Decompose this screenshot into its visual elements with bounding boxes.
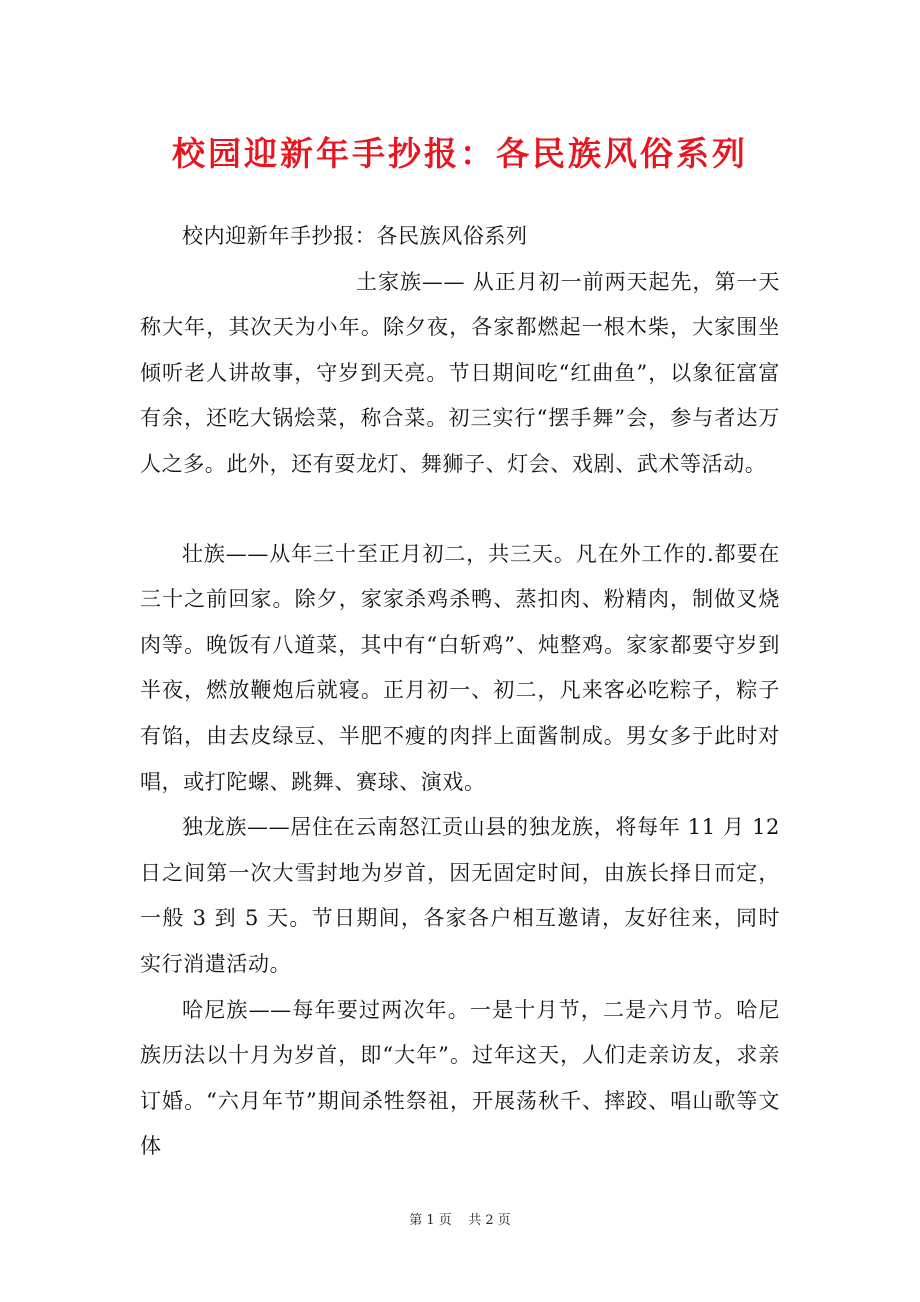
page-number-current: 第 1 页: [409, 1213, 452, 1228]
paragraph-zhuang: 壮族——从年三十至正月初二，共三天。凡在外工作的.都要在三十之前回家。除夕，家家杀鸡杀鸭、蒸扣肉、粉精肉，制做叉烧肉等。晚饭有八道菜，其中有“白斩鸡”、炖整鸡。家家都要守岁到半夜，燃放鞭炮后就寝。正月初一、初二，凡来客必吃粽子，粽子有馅，由去皮绿豆、半肥不瘦的肉拌上面酱制成。男女多于此时对唱，或打陀螺、跳舞、赛球、演戏。: [140, 541, 780, 794]
paragraph-dulong: 独龙族——居住在云南怒江贡山县的独龙族，将每年 11 月 12 日之间第一次大雪封地为岁首，因无固定时间，由族长择日而定，一般 3 到 5 天。节日期间，各家各户相互邀请，友好往来，同时实行消遣活动。: [140, 815, 780, 976]
document-body: [140, 214, 780, 1170]
document-title: 校园迎新年手抄报：各民族风俗系列: [172, 134, 748, 173]
page-footer: [0, 1209, 920, 1228]
paragraph-tujia: 土家族—— 从正月初一前两天起先，第一天称大年，其次天为小年。除夕夜，各家都燃起一根木柴，大家围坐倾听老人讲故事，守岁到天亮。节日期间吃“红曲鱼”，以象征富富有余，还吃大锅烩菜，称合菜。初三实行“摆手舞”会，参与者达万人之多。此外，还有耍龙灯、舞狮子、灯会、戏剧、武术等活动。: [140, 269, 781, 476]
document-subtitle: 校内迎新年手抄报：各民族风俗系列: [182, 224, 528, 248]
paragraph-gap: [140, 488, 780, 532]
page-number-total: 共 2 页: [468, 1213, 511, 1228]
paragraph-hani: 哈尼族——每年要过两次年。一是十月节，二是六月节。哈尼族历法以十月为岁首，即“大年”。过年这天，人们走亲访友，求亲订婚。“六月年节”期间杀牲祭祖，开展荡秋千、摔跤、唱山歌等文体: [140, 997, 780, 1159]
